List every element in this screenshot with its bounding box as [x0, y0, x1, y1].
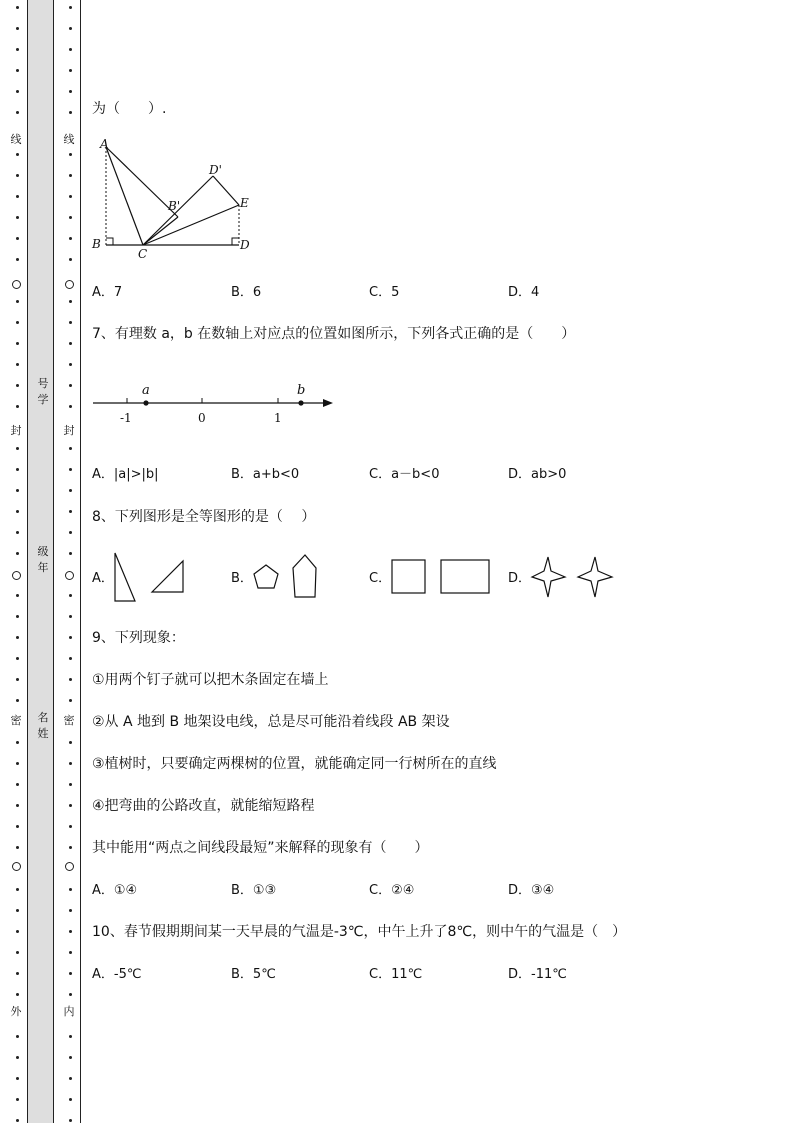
- q6-option-c[interactable]: C．5: [369, 285, 400, 300]
- binding-dot: [69, 6, 72, 9]
- q6-stem-tail: 为（ ）.: [92, 101, 167, 117]
- q7-tick-label: 0: [198, 411, 206, 425]
- q8-option-c[interactable]: C．: [369, 571, 392, 586]
- binding-dot: [69, 27, 72, 30]
- q8-option-c-figures: [390, 558, 495, 598]
- q7-option-c[interactable]: C．a－b<0: [369, 467, 440, 482]
- q9-option-d[interactable]: D．③④: [508, 883, 555, 898]
- binding-dot: [16, 804, 19, 807]
- q9-item-4: ④把弯曲的公路改直，就能缩短路程: [92, 798, 315, 814]
- q10-option-b[interactable]: B．5℃: [231, 967, 276, 982]
- q6-label-B-prime: B': [168, 199, 181, 213]
- q7-option-a[interactable]: A．|a|>|b|: [92, 467, 159, 482]
- binding-dot: [16, 90, 19, 93]
- binding-dot: [16, 27, 19, 30]
- q9-item-3: ③植树时，只要确定两棵树的位置，就能确定同一行树所在的直线: [92, 756, 497, 772]
- binding-dot: [69, 741, 72, 744]
- binding-dot: [16, 909, 19, 912]
- binding-dot: [16, 237, 19, 240]
- q6-label-A: A: [100, 137, 109, 151]
- binding-dot: [16, 1077, 19, 1080]
- q6-option-d[interactable]: D．4: [508, 285, 540, 300]
- grade-label: 级年: [37, 545, 49, 574]
- binding-dot: [69, 762, 72, 765]
- binding-dot: [69, 90, 72, 93]
- binding-dot: [16, 48, 19, 51]
- q8-option-d-figures: [528, 555, 618, 600]
- q6-option-a[interactable]: A．7: [92, 285, 123, 300]
- binding-dot: [16, 657, 19, 660]
- binding-inner-char: 密: [63, 714, 75, 727]
- binding-dot: [69, 405, 72, 408]
- binding-dot: [69, 1056, 72, 1059]
- binding-dot: [16, 447, 19, 450]
- q10-option-d[interactable]: D．-11℃: [508, 967, 567, 982]
- binding-dot: [16, 552, 19, 555]
- binding-dot: [16, 468, 19, 471]
- q8-stem: 8、下列图形是全等图形的是（ ）: [92, 509, 316, 525]
- binding-dot: [16, 678, 19, 681]
- q9-option-b[interactable]: B．①③: [231, 883, 277, 898]
- binding-dot: [69, 531, 72, 534]
- binding-circle: [12, 571, 21, 580]
- binding-dot: [16, 636, 19, 639]
- binding-dot: [69, 384, 72, 387]
- binding-dot: [16, 405, 19, 408]
- binding-dot: [16, 384, 19, 387]
- q10-option-c[interactable]: C．11℃: [369, 967, 423, 982]
- q7-point-a-label: a: [142, 383, 150, 398]
- binding-circle: [65, 280, 74, 289]
- q10-stem: 10、春节假期期间某一天早晨的气温是-3℃，中午上升了8℃，则中午的气温是（ ）: [92, 924, 627, 940]
- binding-dot: [69, 909, 72, 912]
- name-label: 名姓: [37, 711, 49, 740]
- binding-dot: [16, 531, 19, 534]
- binding-dot: [16, 1035, 19, 1038]
- binding-dot: [69, 447, 72, 450]
- binding-line-left: [27, 0, 28, 1123]
- q10-option-a[interactable]: A．-5℃: [92, 967, 142, 982]
- binding-dot: [69, 1119, 72, 1122]
- student-number-label: 号学: [37, 377, 49, 406]
- binding-dot: [69, 237, 72, 240]
- q6-geometry-figure: [88, 136, 258, 261]
- binding-dot: [69, 825, 72, 828]
- binding-dot: [69, 951, 72, 954]
- binding-dot: [69, 153, 72, 156]
- binding-dot: [69, 510, 72, 513]
- binding-dot: [16, 1098, 19, 1101]
- q8-option-d[interactable]: D．: [508, 571, 532, 586]
- q7-point-b-label: b: [297, 383, 306, 398]
- q6-option-b[interactable]: B．6: [231, 285, 262, 300]
- binding-dot: [69, 1098, 72, 1101]
- binding-dot: [69, 195, 72, 198]
- binding-dot: [69, 216, 72, 219]
- binding-dot: [69, 615, 72, 618]
- binding-outer-char: 外: [10, 1005, 22, 1018]
- q7-option-b[interactable]: B．a+b<0: [231, 467, 300, 482]
- binding-circle: [12, 862, 21, 871]
- binding-dot: [16, 699, 19, 702]
- binding-dot: [69, 930, 72, 933]
- binding-dot: [69, 321, 72, 324]
- binding-inner-char: 线: [63, 133, 75, 146]
- binding-dot: [16, 846, 19, 849]
- q8-option-b[interactable]: B．: [231, 571, 253, 586]
- binding-dot: [16, 615, 19, 618]
- q9-item-1: ①用两个钉子就可以把木条固定在墙上: [92, 672, 329, 688]
- binding-dot: [16, 6, 19, 9]
- binding-dot: [69, 48, 72, 51]
- binding-dot: [16, 972, 19, 975]
- binding-dot: [16, 783, 19, 786]
- binding-inner-char: 内: [63, 1005, 75, 1018]
- q6-label-D: D: [240, 238, 250, 252]
- binding-outer-char: 线: [10, 133, 22, 146]
- binding-dot: [69, 1035, 72, 1038]
- q8-option-a[interactable]: A．: [92, 571, 114, 586]
- q9-question: 其中能用“两点之间线段最短”来解释的现象有（ ）: [92, 840, 429, 856]
- binding-dot: [69, 300, 72, 303]
- binding-dot: [69, 1077, 72, 1080]
- binding-dot: [69, 678, 72, 681]
- q7-stem: 7、有理数 a，b 在数轴上对应点的位置如图所示，下列各式正确的是（ ）: [92, 326, 576, 342]
- binding-dot: [69, 699, 72, 702]
- q8-option-b-figures: [250, 552, 325, 602]
- binding-dot: [16, 888, 19, 891]
- q7-option-d[interactable]: D．ab>0: [508, 467, 567, 482]
- q6-label-B: B: [92, 237, 101, 251]
- q9-stem: 9、下列现象：: [92, 630, 185, 646]
- binding-outer-char: 密: [10, 714, 22, 727]
- binding-circle: [65, 571, 74, 580]
- binding-dot: [69, 174, 72, 177]
- binding-dot: [69, 804, 72, 807]
- binding-dot: [69, 783, 72, 786]
- binding-dot: [16, 1056, 19, 1059]
- binding-dot: [16, 762, 19, 765]
- q6-label-D-prime: D': [209, 163, 222, 177]
- binding-dot: [69, 69, 72, 72]
- binding-dot: [16, 258, 19, 261]
- binding-dot: [16, 993, 19, 996]
- binding-dot: [69, 993, 72, 996]
- binding-dot: [16, 174, 19, 177]
- binding-dot: [69, 846, 72, 849]
- q7-tick-label: 1: [274, 411, 282, 425]
- binding-dot: [16, 342, 19, 345]
- binding-line-right: [80, 0, 81, 1123]
- q9-item-2: ②从 A 地到 B 地架设电线，总是尽可能沿着线段 AB 架设: [92, 714, 450, 730]
- binding-dot: [69, 489, 72, 492]
- binding-dot: [16, 930, 19, 933]
- binding-dot: [16, 195, 19, 198]
- binding-dot: [69, 594, 72, 597]
- binding-dot: [16, 510, 19, 513]
- binding-dot: [69, 888, 72, 891]
- binding-dot: [69, 111, 72, 114]
- binding-dot: [16, 69, 19, 72]
- binding-dot: [16, 741, 19, 744]
- binding-dot: [69, 258, 72, 261]
- binding-circle: [12, 280, 21, 289]
- binding-dot: [69, 552, 72, 555]
- binding-dot: [16, 489, 19, 492]
- binding-dot: [16, 300, 19, 303]
- q9-option-c[interactable]: C．②④: [369, 883, 415, 898]
- binding-dot: [16, 321, 19, 324]
- binding-line-middle: [53, 0, 54, 1123]
- q9-option-a[interactable]: A．①④: [92, 883, 138, 898]
- binding-dot: [16, 1119, 19, 1122]
- binding-dot: [16, 951, 19, 954]
- binding-dot: [69, 636, 72, 639]
- binding-dot: [16, 594, 19, 597]
- binding-dot: [69, 342, 72, 345]
- binding-dot: [69, 468, 72, 471]
- binding-dot: [16, 363, 19, 366]
- binding-outer-char: 封: [10, 424, 22, 437]
- q6-label-E: E: [240, 196, 249, 210]
- binding-circle: [65, 862, 74, 871]
- binding-dot: [69, 363, 72, 366]
- binding-inner-char: 封: [63, 424, 75, 437]
- q8-option-a-figures: [112, 550, 192, 605]
- binding-dot: [69, 657, 72, 660]
- q7-tick-label: -1: [120, 411, 132, 425]
- q7-number-line: [88, 378, 338, 428]
- binding-dot: [16, 153, 19, 156]
- q6-label-C: C: [138, 247, 148, 261]
- binding-dot: [16, 825, 19, 828]
- binding-dot: [69, 972, 72, 975]
- binding-dot: [16, 111, 19, 114]
- binding-dot: [16, 216, 19, 219]
